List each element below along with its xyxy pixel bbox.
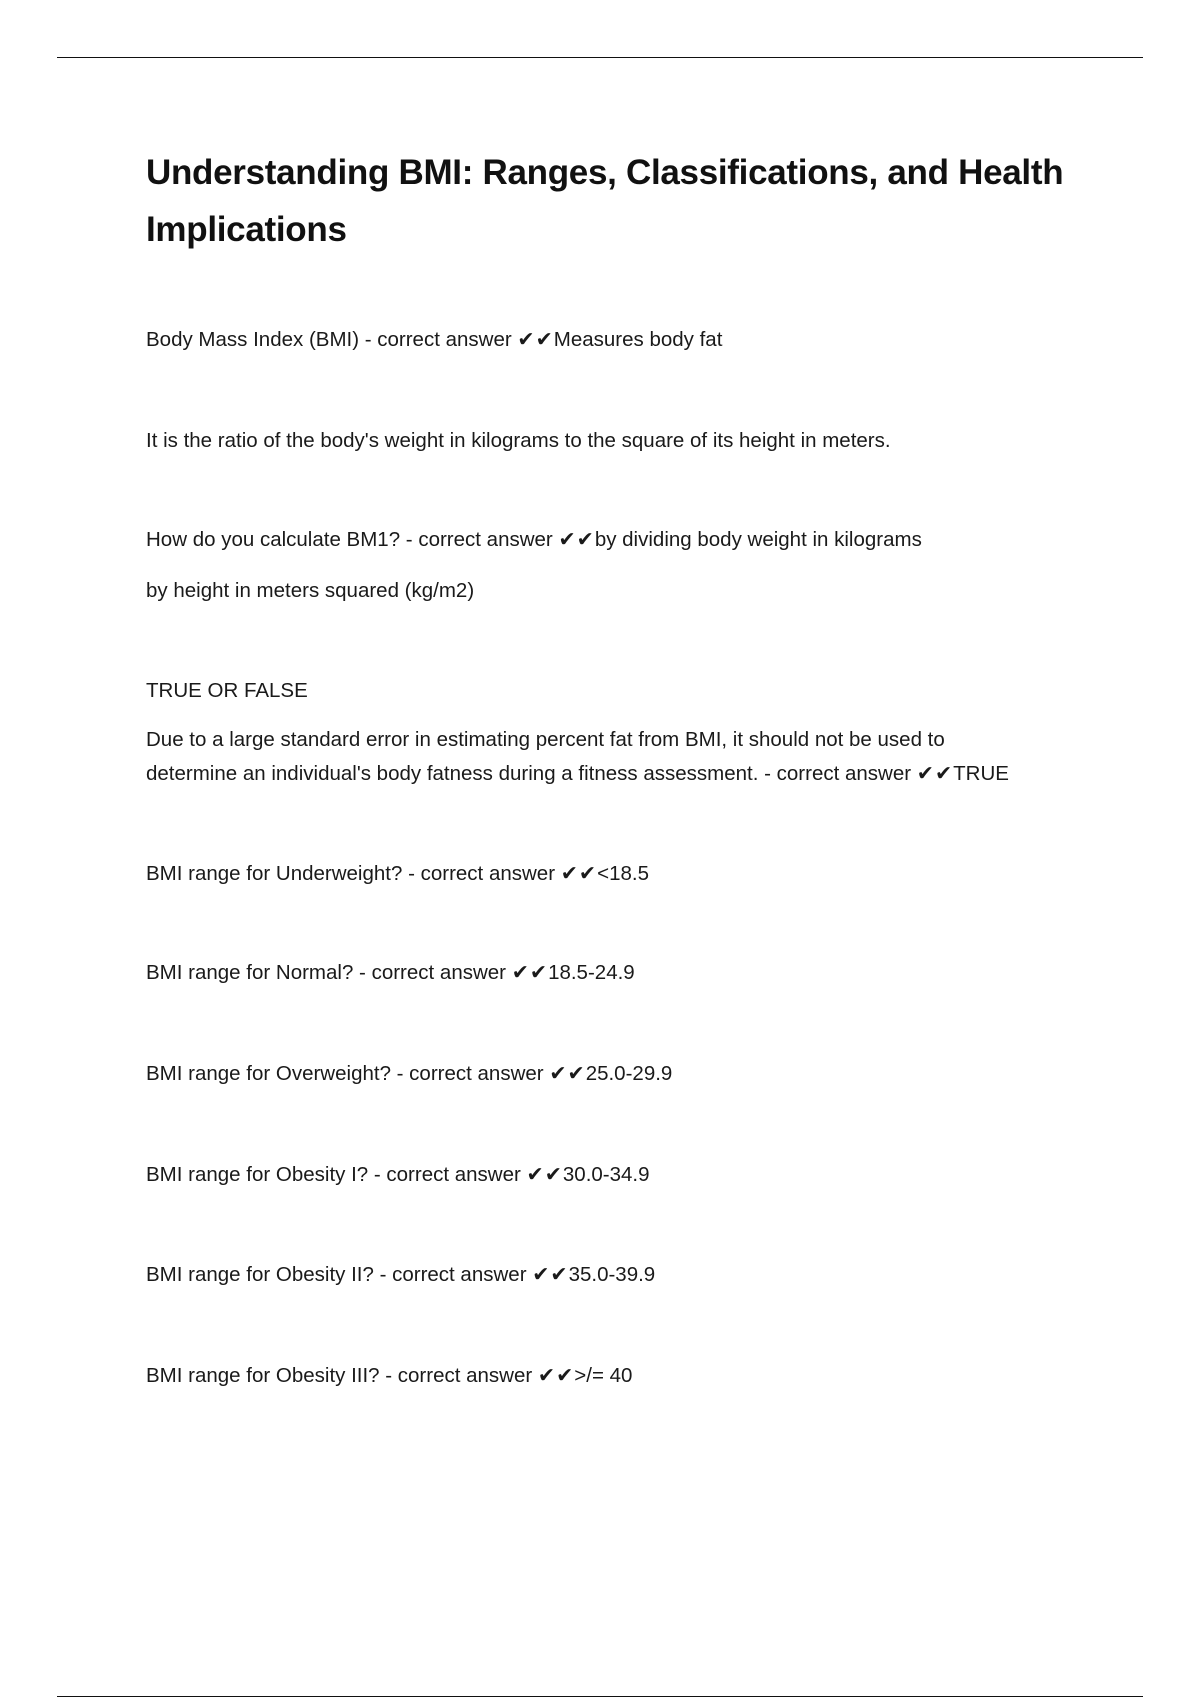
double-check-icon: ✔✔ (511, 961, 549, 984)
answer-text: 30.0-34.9 (562, 1163, 650, 1186)
qa-true-false (146, 757, 1009, 791)
true-false-label: TRUE OR FALSE (146, 679, 308, 702)
question-text: How do you calculate BM1? - correct answer (146, 528, 559, 551)
double-check-icon: ✔✔ (560, 862, 598, 885)
qa-bmi-definition (146, 323, 722, 357)
double-check-icon: ✔✔ (517, 328, 554, 351)
true-false-question-line-1: Due to a large standard error in estimating percent fat from BMI, it should not be used to (146, 728, 945, 751)
qa-overweight (146, 1057, 672, 1091)
qa-obesity-1 (146, 1158, 650, 1192)
qa-obesity-3 (146, 1359, 632, 1393)
question-text: BMI range for Underweight? - correct answer (146, 862, 561, 885)
answer-text: TRUE (953, 762, 1009, 785)
answer-text: 18.5-24.9 (548, 961, 635, 984)
question-text: BMI range for Normal? - correct answer (146, 961, 512, 984)
double-check-icon: ✔✔ (526, 1163, 563, 1186)
top-rule (57, 57, 1143, 58)
answer-text: by dividing body weight in kilograms (594, 528, 922, 551)
answer-text: 25.0-29.9 (585, 1062, 673, 1085)
question-text: determine an individual's body fatness during a fitness assessment. - correct answer (146, 762, 917, 785)
question-text: BMI range for Obesity I? - correct answer (146, 1163, 527, 1186)
double-check-icon: ✔✔ (558, 528, 595, 551)
answer-text: 35.0-39.9 (568, 1263, 656, 1286)
document-title: Understanding BMI: Ranges, Classifications, and Health Implications (146, 153, 1064, 249)
double-check-icon: ✔✔ (916, 762, 954, 785)
question-text: Body Mass Index (BMI) - correct answer (146, 328, 518, 351)
double-check-icon: ✔✔ (549, 1062, 586, 1085)
double-check-icon: ✔✔ (532, 1263, 569, 1286)
bmi-ratio-note: It is the ratio of the body's weight in kilograms to the square of its height in meters. (146, 429, 891, 452)
question-text: BMI range for Obesity III? - correct answer (146, 1364, 538, 1387)
answer-text: <18.5 (597, 862, 649, 885)
qa-underweight (146, 857, 649, 891)
answer-text: Measures body fat (553, 328, 723, 351)
answer-continuation: by height in meters squared (kg/m2) (146, 579, 475, 602)
double-check-icon: ✔✔ (537, 1364, 575, 1387)
qa-normal (146, 956, 635, 990)
qa-bmi-calculation (146, 523, 922, 557)
question-text: BMI range for Overweight? - correct answer (146, 1062, 550, 1085)
qa-obesity-2 (146, 1258, 655, 1292)
question-text: BMI range for Obesity II? - correct answer (146, 1263, 533, 1286)
answer-text: >/= 40 (574, 1364, 633, 1387)
bottom-rule (57, 1696, 1143, 1697)
